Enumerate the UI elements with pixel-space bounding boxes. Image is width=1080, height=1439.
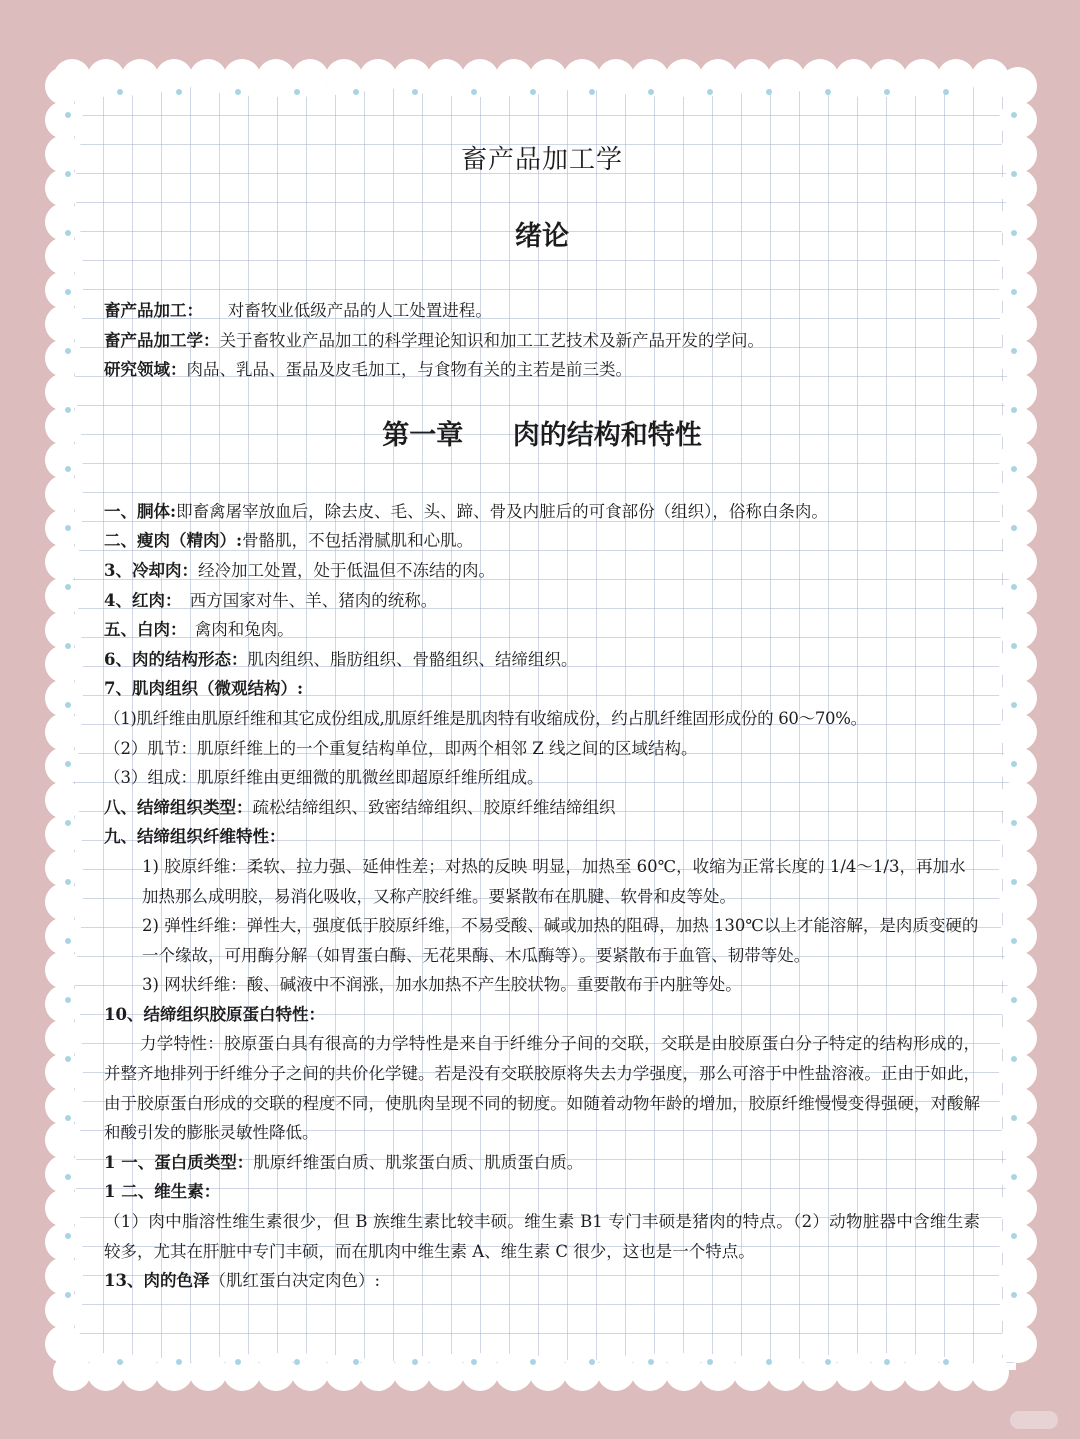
document-body	[104, 128, 980, 1296]
micro-structure-item: （3）组成：肌原纤维由更细微的肌微丝即超原纤维所组成。	[104, 768, 544, 788]
micro-structure-item: （1)肌纤维由肌原纤维和其它成份组成,肌原纤维是肌肉特有收缩成份，约占肌纤维固形成份的 60～70%。	[104, 708, 867, 728]
intro-line: 畜产品加工： 对畜牧业低级产品的人工处置进程。	[104, 301, 492, 320]
definition-line: 7、肌肉组织（微观结构）:	[104, 679, 304, 699]
vitamin-heading: 1 二、维生素：	[104, 1182, 221, 1202]
intro-line: 畜产品加工学：关于畜牧业产品加工的科学理论知识和加工工艺技术及新产品开发的学问。	[104, 330, 764, 350]
micro-structure-item: （2）肌节：肌原纤维上的一个重复结构单位，即两个相邻 Z 线之间的区域结构。	[104, 738, 698, 758]
definition-line: 二、瘦肉（精肉）:骨骼肌，不包括滑腻肌和心肌。	[104, 531, 474, 551]
fiber-item: 2) 弹性纤维：弹性大，强度低于胶原纤维，不易受酸、碱或加热的阻碍，加热 130℃以上才能溶解，是肉质变硬的一个缘故，可用酶分解（如胃蛋白酶、无花果酶、木瓜酶等）。要紧散布于血管、韧带等处。	[142, 916, 979, 965]
intro-heading: 绪论	[515, 221, 569, 252]
intro-line: 研究领域：肉品、乳品、蛋品及皮毛加工，与食物有关的主若是前三类。	[104, 360, 632, 380]
fiber-item: 1) 胶原纤维：柔软、拉力强、延伸性差；对热的反映 明显，加热至 60℃，收缩为正常长度的 1/4～1/3，再加水加热那么成明胶，易消化吸收，又称产胶纤维。要紧散布在肌腱、软骨和皮等处。	[142, 856, 966, 906]
definition-line: 4、红肉： 西方国家对牛、羊、猪肉的统称。	[104, 590, 438, 610]
definition-line: 一、胴体:即畜禽屠宰放血后，除去皮、毛、头、蹄、骨及内脏后的可食部份（组织），俗称白条肉。	[104, 501, 828, 521]
definition-line: 八、结缔组织类型：疏松结缔组织、致密结缔组织、胶原纤维结缔组织	[104, 797, 616, 817]
chapter-title: 第一章 肉的结构和特性	[382, 419, 702, 451]
collagen-paragraph: 力学特性：胶原蛋白具有很高的力学特性是来自于纤维分子间的交联，交联是由胶原蛋白分子特定的结构形成的，并整齐地排列于纤维分子之间的共价化学键。若是没有交联胶原将失去力学强度，那么可溶于中性盐溶液。正由于如此，由于胶原蛋白形成的交联的程度不同，使肌肉呈现不同的韧度。如随着动物年龄的增加，胶原纤维慢慢变得强硬，对酸解和酸引发的膨胀灵敏性降低。	[104, 1034, 980, 1143]
collagen-heading: 10、结缔组织胶原蛋白特性：	[104, 1004, 325, 1024]
definition-line: 6、肉的结构形态：肌肉组织、脂肪组织、骨骼组织、结缔组织。	[104, 649, 578, 669]
vitamin-paragraph: （1）肉中脂溶性维生素很少，但 B 族维生素比较丰硕。维生素 B1 专门丰硕是猪肉的特点。（2）动物脏器中含维生素较多，尤其在肝脏中专门丰硕，而在肌肉中维生素 A、维生素 C 很少，这也是一个特点。	[104, 1212, 980, 1261]
definition-line: 3、冷却肉：经冷加工处置，处于低温但不冻结的肉。	[104, 560, 495, 580]
chapter-section	[104, 497, 980, 1296]
fiber-heading: 九、结缔组织纤维特性：	[104, 827, 286, 847]
document-title: 畜产品加工学	[460, 145, 623, 175]
fiber-item: 3) 网状纤维：酸、碱液中不润涨，加水加热不产生胶状物。重要散布于内脏等处。	[142, 975, 742, 995]
definition-line: 13、肉的色泽（肌红蛋白决定肉色）:	[104, 1271, 381, 1291]
definition-line: 五、白肉： 禽肉和兔肉。	[104, 620, 294, 640]
definition-line: 1 一、蛋白质类型：肌原纤维蛋白质、肌浆蛋白质、肌质蛋白质。	[104, 1152, 584, 1172]
watermark	[1010, 1411, 1058, 1429]
intro-section	[104, 296, 980, 385]
